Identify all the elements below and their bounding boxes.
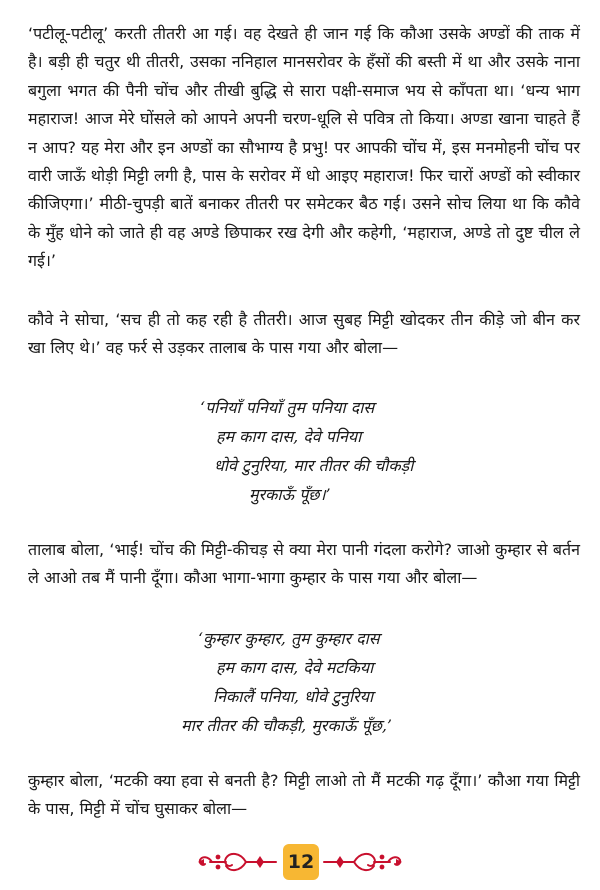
right-ornament-icon xyxy=(322,848,404,876)
page-number-badge: 12 xyxy=(283,844,319,880)
paragraph-3: तालाब बोला, ‘भाई! चोंच की मिट्टी-कीचड़ से क्या मेरा पानी गंदला करोगे? जाओ कुम्हार से बर्तन ले आओ तब मैं पानी दूँगा। कौआ भागा-भागा कुम्हार के पास गया और बोला— xyxy=(28,540,580,588)
verse-line: हम काग दास, देवे पनिया xyxy=(216,427,362,446)
verse-line: मार तीतर की चौकड़ी, मुरकाऊँ पूँछ,’ xyxy=(181,716,393,735)
verse-line: धोवे टुनुरिया, मार तीतर की चौकड़ी xyxy=(214,456,414,475)
paragraph-2: कौवे ने सोचा, ‘सच ही तो कह रही है तीतरी। आज सुबह मिट्टी खोदकर तीन कीड़े जो बीन कर खा लिए थे।’ वह फर्र से उड़कर तालाब के पास गया और बोला— xyxy=(28,310,580,358)
left-ornament-icon xyxy=(196,848,278,876)
verse-line: हम काग दास, देवे मटकिया xyxy=(216,658,374,677)
verse-line: ‘कुम्हार कुम्हार, तुम कुम्हार दास xyxy=(198,629,380,648)
verse-line: मुरकाऊँ पूँछ।’ xyxy=(249,485,331,504)
verse-line: निकालैं पनिया, धोवे टुनुरिया xyxy=(213,687,374,706)
verse-potter xyxy=(0,624,600,744)
verse-pond xyxy=(0,393,600,513)
paragraph-4: कुम्हार बोला, ‘मटकी क्या हवा से बनती है? मिट्टी लाओ तो मैं मटकी गढ़ दूँगा।’ कौआ गया मिट्टी के पास, मिट्टी में चोंच घुसाकर बोला— xyxy=(28,771,580,819)
verse-line: ‘पनियाँ पनियाँ तुम पनिया दास xyxy=(200,398,375,417)
paragraph-1: ‘पटीलू-पटीलू’ करती तीतरी आ गई। वह देखते ही जान गई कि कौआ उसके अण्डों की ताक में है। बड़ी ही चतुर थी तीतरी, उसका ननिहाल मानसरोवर के हँसों की बस्ती में था और उसके नाना बगुला भगत की पैनी चोंच और तीखी बुद्धि से सारा पक्षी-समाज भय से काँपता था। ‘धन्य भाग महाराज! आज मेरे घोंसले को आपने अपनी चरण-धूलि से पवित्र तो किया। अण्डा खाना चाहते हैं न आप? यह मेरा और इन अण्डों का सौभाग्य है प्रभु! पर आपकी चोंच में, इस मनमोहनी चोंच पर वारी जाऊँ थोड़ी मिट्टी लगी है, पास के सरोवर में धो आइए महाराज! फिर चारों अण्डों को स्वीकार कीजिएगा।’ मीठी-चुपड़ी बातें बनाकर तीतरी पर समेटकर बैठ गई। उसने सोच लिया था कि कौवे के मुँह धोने को जाते ही वह अण्डे छिपाकर रख देगी और कहेगी, ‘महाराज, अण्डे तो दुष्ट चील ले गई।’ xyxy=(28,24,580,271)
